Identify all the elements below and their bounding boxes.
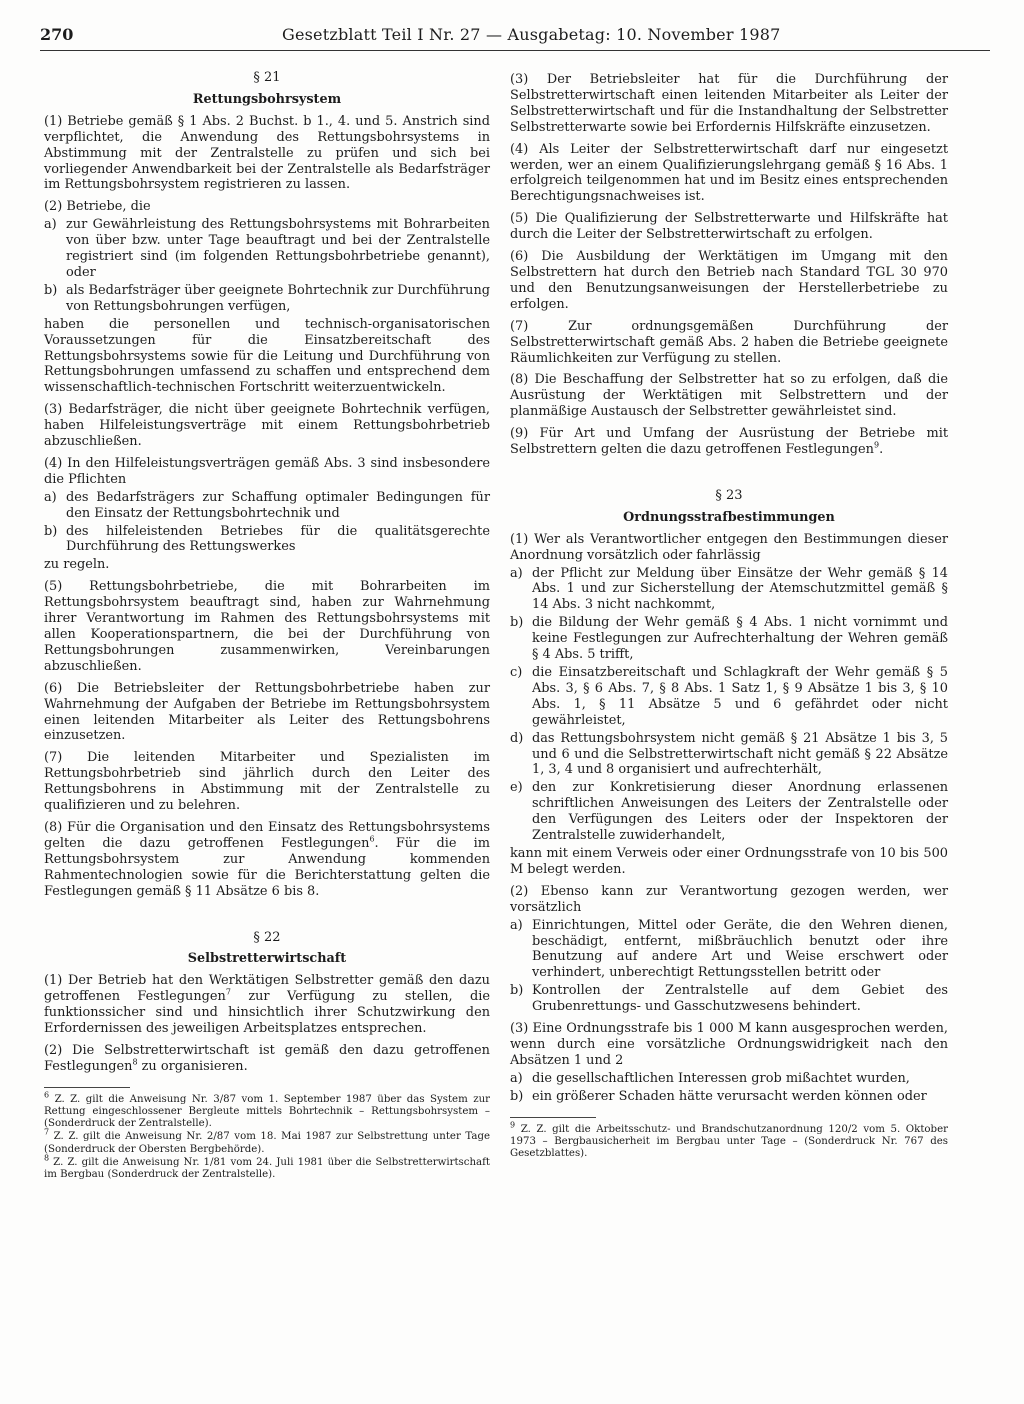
section-23-title: Ordnungsstrafbestimmungen bbox=[623, 509, 835, 525]
footnote-text: Z. Z. gilt die Arbeitsschutz- und Brandschutzanordnung 120/2 vom 5. Oktober 1973 – Bergbausicherheit im Bergbau unter Tage – (Sonderdruck Nr. 767 des Gesetzblattes). bbox=[510, 1123, 948, 1159]
s21-paragraph-5: (5) Rettungsbohrbetriebe, die mit Bohrarbeiten im Rettungsbohrsystem beauftragt sind, haben zur Wahrnehmung ihrer Verantwortung im Rahmen des Rettungsbohrsystems mit allen Kooperationspartnern, die bei der Durchführung von Rettungsbohrungen zusammenwirken, Vereinbarungen abzuschließen. bbox=[44, 579, 490, 674]
s21-p8-text-b: . Für die im Rettungsbohrsystem zur Anwendung kommenden Rahmentechnologien sowie für die Berichterstattung gelten die Festlegungen gemäß § 11 Absätze 6 bis 8. bbox=[44, 835, 491, 899]
footnote-rule-left bbox=[44, 1087, 130, 1088]
item-label: a) bbox=[510, 917, 523, 933]
running-title: Gesetzblatt Teil I Nr. 27 — Ausgabetag: 10. November 1987 bbox=[282, 25, 781, 44]
page-number: 270 bbox=[40, 25, 74, 44]
s23-paragraph-1-end: kann mit einem Verweis oder einer Ordnungsstrafe von 10 bis 500 M belegt werden. bbox=[510, 845, 948, 877]
s21-paragraph-3: (3) Bedarfsträger, die nicht über geeignete Bohrtechnik verfügen, haben Hilfeleistungsverträge mit einem Rettungsbohrbetrieb abzuschließen. bbox=[44, 402, 490, 450]
s21-paragraph-2-end: haben die personellen und technisch-organisatorischen Voraussetzungen für die Einsatzbereitschaft des Rettungsbohrsystems sowie für die Leitung und Durchführung von Rettungsbohrungen umfassend zu schaffen und entsprechend dem wissenschaftlich-technischen Fortschritt weiterzuentwickeln. bbox=[44, 316, 490, 396]
item-text: die Bildung der Wehr gemäß § 4 Abs. 1 nicht vornimmt und keine Festlegungen zur Aufrechterhaltung der Wehren gemäß § 4 Abs. 5 trifft, bbox=[532, 615, 948, 663]
section-23-number: § 23 bbox=[715, 487, 743, 503]
section-22-number: § 22 bbox=[253, 929, 281, 945]
s23-p1-item-c bbox=[510, 665, 948, 729]
s21-paragraph-7: (7) Die leitenden Mitarbeiter und Spezialisten im Rettungsbohrbetrieb sind jährlich durch den Leiter des Rettungsbohrens in Abstimmung mit der Zentralstelle zu qualifizieren und zu belehren. bbox=[44, 750, 490, 814]
s23-p3-item-a bbox=[510, 1071, 948, 1087]
footnote-9 bbox=[510, 1120, 948, 1161]
s22-p1-text-b: zur Verfügung zu stellen, die funktionssicher sind und hinsichtlich ihrer Schutzwirkung den Erfordernissen des jeweiligen Arbeitsplatzes entsprechen. bbox=[44, 989, 490, 1037]
s23-p1-item-a bbox=[510, 566, 948, 614]
s23-p1-item-e bbox=[510, 780, 948, 844]
page-header bbox=[40, 24, 990, 46]
footnote-ref-7: 7 bbox=[225, 987, 231, 997]
item-text: Kontrollen der Zentralstelle auf dem Gebiet des Grubenrettungs- und Gasschutzwesens behindert. bbox=[532, 983, 948, 1015]
s22-paragraph-1 bbox=[44, 973, 490, 1037]
item-text: als Bedarfsträger über geeignete Bohrtechnik zur Durchführung von Rettungsbohrungen verfügen, bbox=[66, 282, 490, 314]
item-text: des hilfeleistenden Betriebes für die qualitätsgerechte Durchführung des Rettungswerkes bbox=[66, 523, 490, 555]
left-column bbox=[44, 66, 490, 1182]
s23-p1-item-b bbox=[510, 615, 948, 663]
item-label: a) bbox=[510, 1070, 523, 1086]
s21-paragraph-6: (6) Die Betriebsleiter der Rettungsbohrbetriebe haben zur Wahrnehmung der Aufgaben der Betriebe im Rettungsbohrsystem einen leitenden Mitarbeiter als Leiter des Rettungsbohrens einzusetzen. bbox=[44, 680, 490, 744]
item-label: b) bbox=[510, 1088, 524, 1104]
footnote-number: 8 bbox=[44, 1153, 50, 1163]
footnote-ref-9: 9 bbox=[873, 440, 880, 450]
footnote-8 bbox=[44, 1153, 490, 1181]
item-text: die gesellschaftlichen Interessen grob mißachtet wurden, bbox=[532, 1070, 910, 1086]
s22-paragraph-3: (3) Der Betriebsleiter hat für die Durchführung der Selbstretterwirtschaft einen leitenden Mitarbeiter als Leiter der Selbstretterwirtschaft und für die Instandhaltung der Selbstretter Selbstretterwarte sowie bei Erfordernis Hilfskräfte einzusetzen. bbox=[510, 72, 948, 135]
item-text: das Rettungsbohrsystem nicht gemäß § 21 Absätze 1 bis 3, 5 und 6 und die Selbstretterwirtschaft nicht gemäß § 22 Absätze 1, 3, 4 und 8 organisiert und aufrechterhält, bbox=[532, 730, 948, 778]
item-text: die Einsatzbereitschaft und Schlagkraft der Wehr gemäß § 5 Abs. 3, § 6 Abs. 7, § 8 Abs. 1 Satz 1, § 9 Absätze 1 bis 3, § 10 Abs. 1, § 11 Absätze 5 und 6 gefährdet oder nicht gewährleistet, bbox=[532, 665, 948, 728]
item-text: den zur Konkretisierung dieser Anordnung erlassenen schriftlichen Anweisungen des Leiters der Zentralstelle oder den Verfügungen des Leiters oder der Inspektoren der Zentralstelle zuwiderhandelt, bbox=[532, 780, 948, 844]
s23-p3-item-b bbox=[510, 1089, 948, 1105]
s21-paragraph-4-end: zu regeln. bbox=[44, 557, 110, 573]
footnote-number: 6 bbox=[44, 1090, 50, 1100]
item-text: ein größerer Schaden hätte verursacht werden können oder bbox=[532, 1088, 927, 1104]
s21-p8-text-a: (8) Für die Organisation und den Einsatz des Rettungsbohrsystems gelten die dazu getroffenen Festlegungen bbox=[44, 819, 490, 851]
right-column bbox=[510, 72, 948, 1161]
item-text: Einrichtungen, Mittel oder Geräte, die den Wehren dienen, beschädigt, entfernt, mißbräuchlich benutzt oder ihre Benutzung auf andere Art und Weise erschwert oder verhindert, unberechtigt Rettungsstellen betritt oder bbox=[532, 917, 948, 981]
s21-paragraph-2-intro: (2) Betriebe, die bbox=[44, 199, 151, 215]
s22-p2-text-a: (2) Die Selbstretterwirtschaft ist gemäß den dazu getroffenen Festlegungen bbox=[44, 1042, 490, 1074]
footnote-text: Z. Z. gilt die Anweisung Nr. 3/87 vom 1. September 1987 über das System zur Rettung eingeschlossener Bergleute mittels Bohrtechnik – Rettungsbohrsystem – (Sonderdruck der Zentralstelle). bbox=[44, 1093, 490, 1130]
s23-p1-item-d bbox=[510, 731, 948, 779]
s21-p4-item-b bbox=[44, 524, 490, 556]
footnote-number: 7 bbox=[44, 1127, 50, 1137]
item-label: b) bbox=[44, 282, 58, 298]
s23-p2-item-b bbox=[510, 983, 948, 1015]
footnote-text: Z. Z. gilt die Anweisung Nr. 2/87 vom 18. Mai 1987 zur Selbstrettung unter Tage (Sonderdruck der Obersten Bergbehörde). bbox=[44, 1131, 490, 1155]
item-label: b) bbox=[510, 615, 524, 631]
s21-p2-item-b bbox=[44, 283, 490, 315]
item-text: der Pflicht zur Meldung über Einsätze der Wehr gemäß § 14 Abs. 1 und zur Sicherstellung der Atemschutzmittel gemäß § 14 Abs. 3 nicht nachkommt, bbox=[532, 565, 948, 613]
s23-p2-item-a bbox=[510, 918, 948, 982]
s22-p9-text-b: . bbox=[879, 442, 884, 458]
section-22-title: Selbstretterwirtschaft bbox=[187, 951, 347, 967]
footnote-number: 9 bbox=[510, 1120, 516, 1130]
s22-paragraph-5: (5) Die Qualifizierung der Selbstretterwarte und Hilfskräfte hat durch die Leiter der Selbstretterwirtschaft zu erfolgen. bbox=[510, 211, 948, 243]
item-label: a) bbox=[44, 489, 57, 505]
s21-p4-item-a bbox=[44, 490, 490, 522]
item-text: zur Gewährleistung des Rettungsbohrsystems mit Bohrarbeiten von über bzw. unter Tage beauftragt und bei der Zentralstelle registriert sind (im folgenden Rettungsbohrbetriebe genannt), oder bbox=[66, 217, 490, 280]
s21-paragraph-1: (1) Betriebe gemäß § 1 Abs. 2 Buchst. b 1., 4. und 5. Anstrich sind verpflichtet, die Anwendung des Rettungsbohrsystems in Abstimmung mit der Zentralstelle zu prüfen und sich bei vorliegender Anwendbarkeit bei der Zentralstelle als Bedarfsträger im Rettungsbohrsystem registrieren zu lassen. bbox=[44, 113, 490, 193]
footnote-text: Z. Z. gilt die Anweisung Nr. 1/81 vom 24. Juli 1981 über die Selbstretterwirtschaft im Bergbau (Sonderdruck der Zentralstelle). bbox=[44, 1156, 490, 1180]
s23-paragraph-2-intro: (2) Ebenso kann zur Verantwortung gezogen werden, wer vorsätzlich bbox=[510, 883, 948, 915]
s22-paragraph-9 bbox=[510, 426, 948, 458]
s21-paragraph-4-intro: (4) In den Hilfeleistungsverträgen gemäß Abs. 3 sind insbesondere die Pflichten bbox=[44, 455, 490, 487]
s22-paragraph-7: (7) Zur ordnungsgemäßen Durchführung der Selbstretterwirtschaft gemäß Abs. 2 haben die Betriebe geeignete Räumlichkeiten zur Verfügung zu stellen. bbox=[510, 318, 948, 366]
s22-p1-text-a: (1) Der Betrieb hat den Werktätigen Selbstretter gemäß den dazu getroffenen Festlegungen bbox=[44, 973, 490, 1005]
s22-paragraph-2 bbox=[44, 1043, 490, 1075]
item-label: a) bbox=[510, 565, 523, 581]
header-rule bbox=[40, 50, 990, 51]
section-21-number: § 21 bbox=[253, 70, 281, 85]
footnote-rule-right bbox=[510, 1117, 596, 1118]
s21-p2-item-a bbox=[44, 217, 490, 281]
item-label: a) bbox=[44, 217, 57, 233]
item-label: b) bbox=[44, 523, 58, 539]
s23-paragraph-3-intro: (3) Eine Ordnungsstrafe bis 1 000 M kann ausgesprochen werden, wenn durch eine vorsätzliche Ordnungswidrigkeit nach den Absätzen 1 und 2 bbox=[510, 1021, 948, 1068]
item-label: d) bbox=[510, 730, 524, 746]
s21-paragraph-8 bbox=[44, 820, 490, 900]
footnote-6 bbox=[44, 1090, 490, 1131]
s22-paragraph-6: (6) Die Ausbildung der Werktätigen im Umgang mit den Selbstrettern hat durch den Betrieb nach Standard TGL 30 970 und den Benutzungsanweisungen der Herstellerbetriebe zu erfolgen. bbox=[510, 249, 948, 312]
s22-paragraph-4: (4) Als Leiter der Selbstretterwirtschaft darf nur eingesetzt werden, wer an einem Qualifizierungslehrgang gemäß § 16 Abs. 1 erfolgreich teilgenommen hat und im Besitz eines entsprechenden Berechtigungsnachweises ist. bbox=[510, 141, 948, 205]
item-label: b) bbox=[510, 983, 524, 999]
section-21-title: Rettungsbohrsystem bbox=[192, 91, 342, 107]
footnote-ref-8: 8 bbox=[132, 1057, 138, 1067]
item-label: c) bbox=[510, 665, 523, 680]
s23-paragraph-1-intro: (1) Wer als Verantwortlicher entgegen den Bestimmungen dieser Anordnung vorsätzlich oder fahrlässig bbox=[510, 531, 948, 563]
item-text: des Bedarfsträgers zur Schaffung optimaler Bedingungen für den Einsatz der Rettungsbohrtechnik und bbox=[66, 489, 490, 521]
footnote-7 bbox=[44, 1127, 490, 1155]
footnote-ref-6: 6 bbox=[369, 834, 375, 844]
s22-p9-text-a: (9) Für Art und Umfang der Ausrüstung der Betriebe mit Selbstrettern gelten die dazu getroffenen Festlegungen bbox=[510, 426, 948, 458]
s22-p2-text-b: zu organisieren. bbox=[137, 1058, 248, 1074]
s22-paragraph-8: (8) Die Beschaffung der Selbstretter hat so zu erfolgen, daß die Ausrüstung der Werktätigen mit Selbstrettern und der planmäßige Austausch der Selbstretter gewährleistet sind. bbox=[510, 372, 948, 420]
item-label: e) bbox=[510, 780, 523, 796]
